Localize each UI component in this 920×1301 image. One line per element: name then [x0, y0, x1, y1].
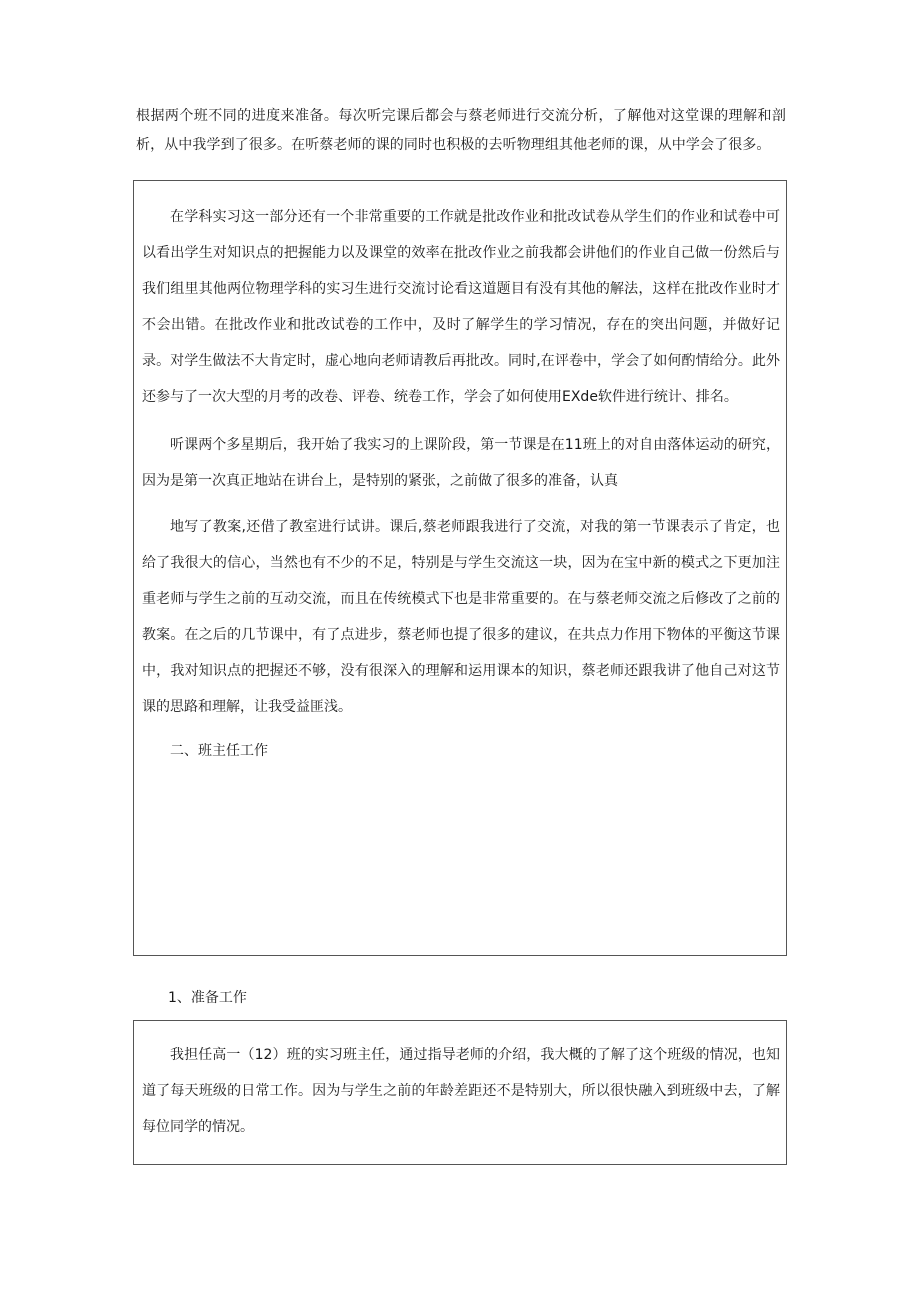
subheading-preparation: 1、准备工作 — [168, 990, 247, 1006]
section-heading-homeroom: 二、班主任工作 — [170, 743, 268, 759]
intro-paragraph: 根据两个班不同的进度来准备。每次听完课后都会与蔡老师进行交流分析，了解他对这堂课的理解和剖析，从中我学到了很多。在听蔡老师的课的同时也积极的去听物理组其他老师的课，从中学会了很多。 — [136, 108, 786, 153]
homeroom-paragraph: 我担任高一（12）班的实习班主任，通过指导老师的介绍，我大概的了解了这个班级的情况，也知道了每天班级的日常工作。因为与学生之前的年龄差距还不是特别大，所以很快融入到班级中去，了解每位同学的情况。 — [142, 1047, 780, 1135]
internship-work-box — [133, 180, 787, 956]
homeroom-box — [133, 1020, 787, 1165]
grading-paragraph: 在学科实习这一部分还有一个非常重要的工作就是批改作业和批改试卷从学生们的作业和试卷中可以看出学生对知识点的把握能力以及课堂的效率在批改作业之前我都会讲他们的作业自己做一份然后与我们组里其他两位物理学科的实习生进行交流讨论看这道题目有没有其他的解法，这样在批改作业时才不会出错。在批改作业和批改试卷的工作中，及时了解学生的学习情况，存在的突出问题，并做好记录。对学生做法不大肯定时，虚心地向老师请教后再批改。同时,在评卷中，学会了如何酌情给分。此外还参与了一次大型的月考的改卷、评卷、统卷工作，学会了如何使用EXde软件进行统计、排名。 — [142, 209, 780, 405]
lesson-feedback-paragraph: 地写了教案,还借了教室进行试讲。课后,蔡老师跟我进行了交流，对我的第一节课表示了肯定，也给了我很大的信心，当然也有不少的不足，特别是与学生交流这一块，因为在宝中新的模式之下更加注重老师与学生之前的互动交流，而且在传统模式下也是非常重要的。在与蔡老师交流之后修改了之前的教案。在之后的几节课中，有了点进步，蔡老师也提了很多的建议，在共点力作用下物体的平衡这节课中，我对知识点的把握还不够，没有很深入的理解和运用课本的知识，蔡老师还跟我讲了他自己对这节课的思路和理解，让我受益匪浅。 — [142, 519, 780, 715]
first-lesson-paragraph: 听课两个多星期后，我开始了我实习的上课阶段，第一节课是在11班上的对自由落体运动的研究，因为是第一次真正地站在讲台上，是特别的紧张，之前做了很多的准备，认真 — [142, 437, 780, 489]
